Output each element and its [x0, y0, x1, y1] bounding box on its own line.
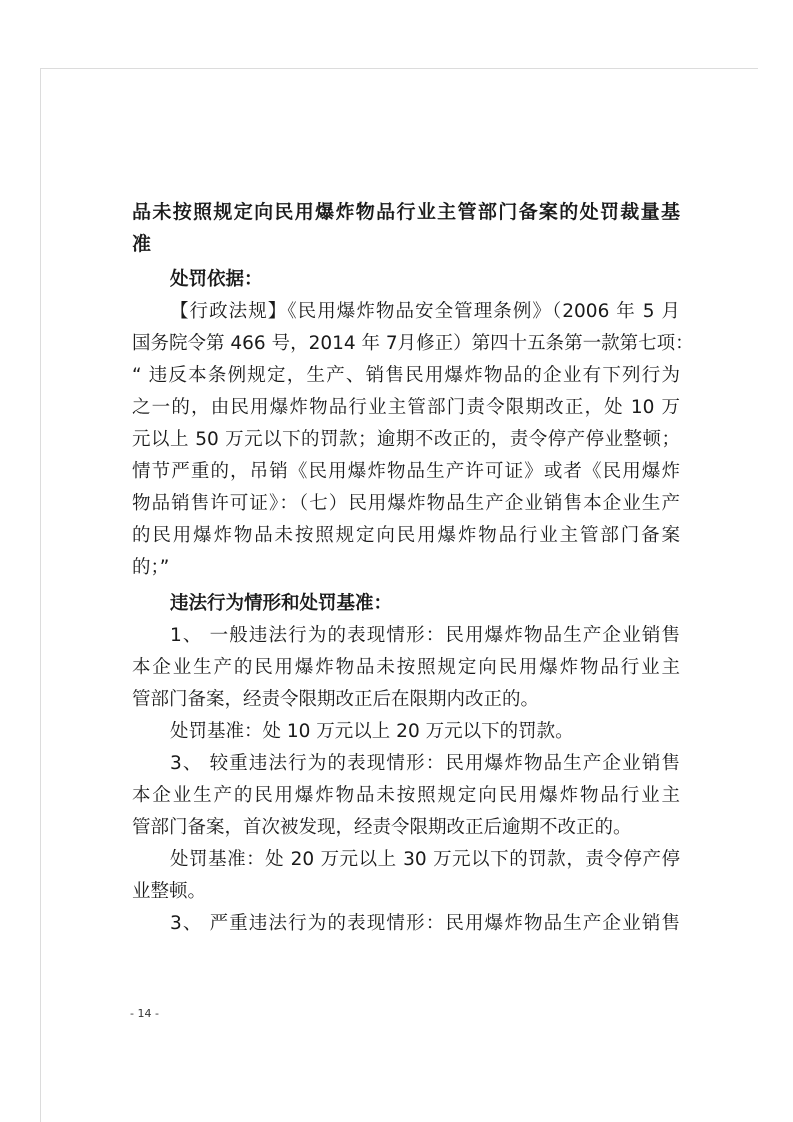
case-serious-penalty-line-1: 处罚基准：处 20 万元以上 30 万元以下的罚款，责令停产停: [170, 849, 680, 870]
case-serious-penalty-line-2: 业整顿。: [132, 881, 207, 902]
basis-line-4: 之一的，由民用爆炸物品行业主管部门责令限期改正，处 10 万: [132, 397, 680, 418]
basis-line-5: 元以上 50 万元以下的罚款；逾期不改正的，责令停产停业整顿；: [132, 429, 680, 450]
case-general-line-2: 本企业生产的民用爆炸物品未按照规定向民用爆炸物品行业主: [132, 657, 680, 678]
case-serious-line-1: 3、 较重违法行为的表现情形：民用爆炸物品生产企业销售: [170, 753, 680, 774]
section-title-line-1: 品未按照规定向民用爆炸物品行业主管部门备案的处罚裁量基: [132, 201, 680, 223]
basis-line-7: 物品销售许可证》：（七）民用爆炸物品生产企业销售本企业生产: [132, 493, 680, 514]
case-general-penalty: 处罚基准：处 10 万元以上 20 万元以下的罚款。: [170, 721, 574, 742]
basis-line-9: 的；”: [132, 557, 170, 578]
case-general-line-1: 1、 一般违法行为的表现情形：民用爆炸物品生产企业销售: [170, 625, 680, 646]
section-title-line-2: 准: [132, 233, 152, 255]
document-body: [132, 196, 694, 940]
basis-line-2: 国务院令第 466 号，2014 年 7月修正）第四十五条第一款第七项：: [132, 333, 694, 354]
case-general-line-3: 管部门备案，经责令限期改正后在限期内改正的。: [132, 689, 540, 710]
violation-heading: 违法行为情形和处罚基准：: [170, 593, 393, 614]
case-serious-line-3: 管部门备案，首次被发现，经责令限期改正后逾期不改正的。: [132, 817, 632, 838]
basis-line-8: 的民用爆炸物品未按照规定向民用爆炸物品行业主管部门备案: [132, 525, 680, 546]
basis-heading: 处罚依据：: [170, 269, 263, 290]
page-number: - 14 -: [130, 1007, 159, 1020]
case-severe-line-1: 3、 严重违法行为的表现情形：民用爆炸物品生产企业销售: [170, 913, 680, 934]
case-serious-line-2: 本企业生产的民用爆炸物品未按照规定向民用爆炸物品行业主: [132, 785, 680, 806]
basis-line-3: “ 违反本条例规定，生产、销售民用爆炸物品的企业有下列行为: [132, 365, 680, 386]
basis-line-6: 情节严重的，吊销《民用爆炸物品生产许可证》或者《民用爆炸: [132, 461, 680, 482]
basis-line-1: 【行政法规】《民用爆炸物品安全管理条例》（2006 年 5 月: [170, 301, 680, 322]
